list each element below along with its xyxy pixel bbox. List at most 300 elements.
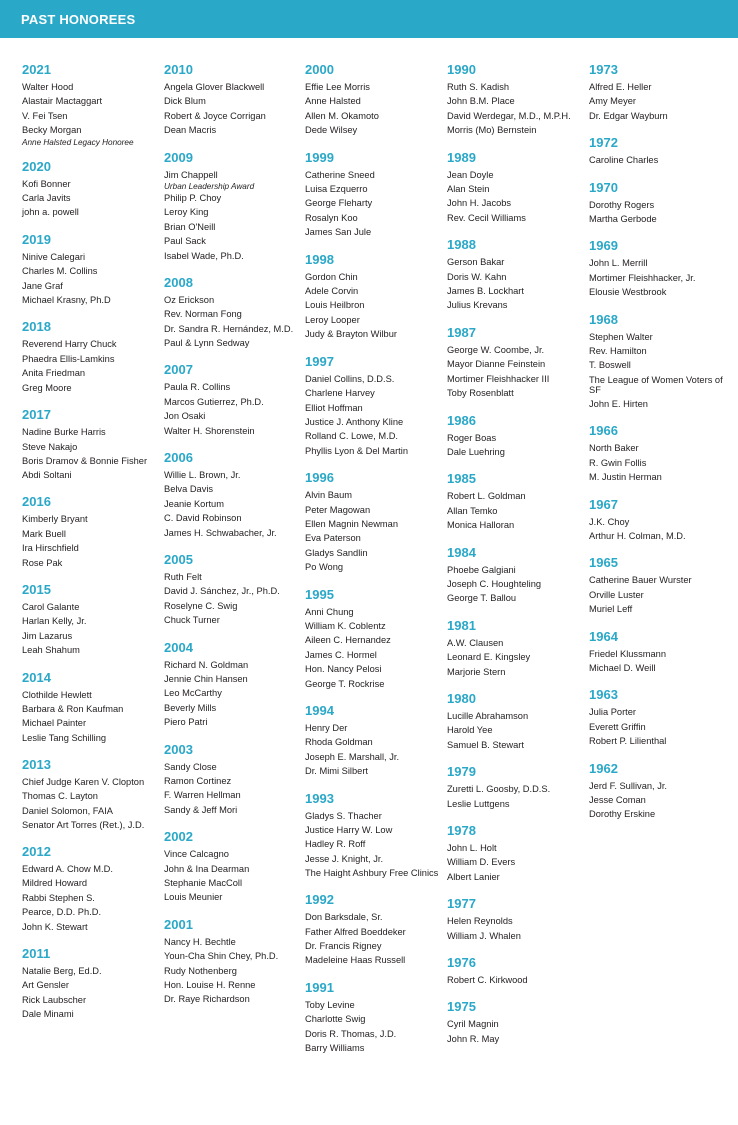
year-group [164,552,306,628]
honoree-name [447,94,589,108]
honoree-name [447,841,589,855]
honoree-name [164,322,306,336]
honoree-name-text: Rudy Nothenberg [164,965,237,976]
honoree-name [164,526,306,540]
honoree-name-text: John H. Jacobs [447,198,512,209]
honoree-name-text: Beverly Mills [164,702,217,713]
honoree-name-text: Brian O'Neill [164,221,216,232]
honoree-name-text: Paul Sack [164,236,206,247]
honoree-name [305,721,447,735]
year-group [447,150,589,226]
honoree-name-text: Carla Javits [22,193,71,204]
honoree-name-text: Senator Art Torres (Ret.), J.D. [22,820,145,830]
honoree-name [589,94,731,108]
honoree-name [164,380,306,394]
year-group [164,362,306,438]
year-group [22,757,164,832]
honoree-name-text: Sandy & Jeff Mori [164,804,238,815]
honoree-name [447,343,589,357]
year-group [589,761,731,822]
year-heading: 1975 [447,999,476,1015]
year-group [447,325,589,401]
year-heading: 2019 [22,231,51,247]
honoree-name [447,298,589,312]
year-group [447,955,589,987]
honoree-name [589,358,731,372]
honoree-name [164,964,306,978]
year-group [22,232,164,308]
honoree-name [164,760,306,774]
honoree-name-text: Doris R. Thomas, J.D. [305,1028,397,1039]
honoree-name-text: Anita Friedman [22,368,86,379]
honoree-name-text: Marjorie Stern [447,666,506,677]
honoree-name [164,94,306,108]
honoree-name-text: William J. Whalen [447,930,521,941]
year-heading: 2018 [22,319,51,335]
honoree-name-text: Becky Morgan [22,125,82,136]
honoree-name-text: Catherine Bauer Wurster [589,575,692,586]
year-group [447,237,589,313]
honoree-name-text: William D. Evers [447,857,516,868]
year-heading: 1977 [447,896,476,912]
honoree-name [22,250,164,264]
honoree-name [305,327,447,341]
year-group [22,407,164,482]
honoree-name-text: Philip P. Choy [164,193,222,204]
honoree-name-text: George Fleharty [305,198,373,209]
honoree-name [305,298,447,312]
honoree-name-text: Louis Heilbron [305,300,365,311]
honoree-name-text: Walter Hood [22,82,74,92]
honoree-name-text: R. Gwin Follis [589,457,647,468]
honoree-name [22,862,164,876]
honoree-name-text: Zuretti L. Goosby, D.D.S. [447,784,551,795]
year-heading: 2020 [22,158,51,174]
honoree-name-text: Natalie Berg, Ed.D. [22,966,102,977]
year-group [589,555,731,616]
honoree-name [164,249,306,263]
honoree-name-text: North Baker [589,443,639,454]
honoree-name-text: Abdi Soltani [22,469,72,480]
honoree-name-text: Leonard E. Kingsley [447,652,531,663]
honoree-name [447,738,589,752]
honoree-name-text: Rev. Hamilton [589,346,647,357]
honoree-name-text: Clothilde Hewlett [22,689,92,700]
honoree-name-text: M. Justin Herman [589,472,662,483]
year-heading: 1981 [447,617,476,633]
honoree-name-text: Judy & Brayton Wilbur [305,329,397,340]
year-heading: 1963 [589,687,618,703]
honoree-name [589,330,731,344]
honoree-name-text: Walter H. Shorenstein [164,425,255,436]
year-group [589,135,731,167]
year-heading: 1996 [305,470,334,486]
honoree-name [305,94,447,108]
honoree-column [447,62,589,1058]
honoree-name-text: Mortimer Fleishhacker, Jr. [589,272,696,283]
honoree-name-text: George W. Coombe, Jr. [447,344,545,355]
honoree-name [164,234,306,248]
year-group [22,159,164,220]
honoree-name-text: Rabbi Stephen S. [22,892,95,903]
honoree-name [305,225,447,239]
honoree-name-text: Alfred E. Heller [589,82,652,92]
honoree-name-text: Michael Painter [22,718,87,729]
honoree-name-text: Jean Doyle [447,169,494,180]
year-heading: 2006 [164,449,193,465]
honoree-name [447,431,589,445]
year-heading: 2014 [22,669,51,685]
header-banner [0,0,738,38]
honoree-name-text: Pearce, D.D. Ph.D. [22,907,102,918]
honoree-name-text: Amy Meyer [589,96,637,107]
honoree-name-text: Leroy Looper [305,314,360,325]
year-heading: 1968 [589,311,618,327]
honoree-name [447,270,589,284]
honoree-name [164,205,306,219]
honoree-name-text: Dale Luehring [447,446,505,457]
honoree-name [305,1012,447,1026]
honoree-name-text: Dorothy Rogers [589,199,655,210]
year-heading: 1964 [589,628,618,644]
year-heading: 1997 [305,353,334,369]
honoree-name [164,862,306,876]
honoree-name-text: John E. Hirten [589,398,648,409]
honoree-name-text: Jim Chappell [164,169,218,180]
honoree-name-text: David Werdegar, M.D., M.P.H. [447,110,571,121]
honoree-name-text: Nancy H. Bechtle [164,936,236,947]
honoree-name-text: Everett Griffin [589,721,646,732]
honoree-name-text: Elousie Westbrook [589,287,667,298]
honoree-name [305,488,447,502]
honoree-name [164,672,306,686]
honoree-name-text: Jerd F. Sullivan, Jr. [589,780,668,791]
honoree-name [589,212,731,226]
honoree-name-text: Doris W. Kahn [447,271,507,282]
honoree-name [447,372,589,386]
honoree-name-text: Belva Davis [164,484,214,495]
year-group [164,450,306,540]
honoree-name [22,731,164,745]
honoree-name-text: George T. Ballou [447,593,517,604]
year-group [589,312,731,412]
honoree-name-text: Barbara & Ron Kaufman [22,703,124,714]
year-heading: 1992 [305,892,334,908]
honoree-name [22,1007,164,1021]
honoree-name [22,352,164,366]
year-group [589,687,731,748]
honoree-name [22,177,164,191]
honoree-name [589,647,731,661]
year-heading: 2005 [164,551,193,567]
honoree-name-text: Sandy Close [164,761,217,772]
honoree-name [305,182,447,196]
year-group [164,275,306,350]
honoree-name [305,444,447,458]
honoree-name [305,284,447,298]
year-heading: 1962 [589,760,618,776]
year-group [305,62,447,138]
honoree-name-text: Charlene Harvey [305,388,375,399]
honoree-name-text: Robert P. Lilienthal [589,736,667,747]
honoree-name-text: John K. Stewart [22,921,88,932]
honoree-name [447,636,589,650]
honoree-name-text: Jesse Coman [589,794,646,805]
honoree-name [447,870,589,884]
honoree-name-text: Chief Judge Karen V. Clopton [22,777,145,788]
honoree-name [164,847,306,861]
honoree-name-text: Morris (Mo) Bernstein [447,125,537,136]
honoree-name-text: Mayor Dianne Feinstein [447,359,546,370]
honoree-name [447,504,589,518]
honoree-name [164,788,306,802]
honoree-name-text: Kimberly Bryant [22,514,88,525]
year-group [589,238,731,299]
honoree-name [22,527,164,541]
honoree-name [164,497,306,511]
honoree-name [447,196,589,210]
honoree-name [22,264,164,278]
honoree-name-text: Willie L. Brown, Jr. [164,469,241,480]
honoree-name-text: Adele Corvin [305,286,359,297]
honoree-name [22,905,164,919]
honoree-name [305,925,447,939]
honoree-name [589,470,731,484]
honoree-name [22,279,164,293]
honoree-name-text: A.W. Clausen [447,637,504,648]
honoree-name [305,677,447,691]
honoree-name-text: Jim Lazarus [22,630,73,641]
honoree-name-text: Ninive Calegari [22,251,86,262]
honoree-name [164,876,306,890]
honoree-name-text: Rick Laubscher [22,994,87,1005]
honoree-name [589,285,731,299]
honoree-name-text: James San Jule [305,227,372,238]
year-heading: 2000 [305,62,334,77]
honoree-name [305,560,447,574]
honoree-name [22,600,164,614]
honoree-name-text: F. Warren Hellman [164,790,241,801]
honoree-name-text: Marcos Gutierrez, Ph.D. [164,396,264,407]
honoree-name-text: Dick Blum [164,96,206,107]
honoree-name [589,807,731,821]
honoree-name [22,978,164,992]
honoree-name-text: Toby Rosenblatt [447,388,514,399]
honoree-name [22,123,164,146]
honoree-name-text: Martha Gerbode [589,214,657,225]
year-group [305,150,447,240]
honoree-name [447,665,589,679]
year-heading: 1976 [447,955,476,971]
honoree-name-text: Madeleine Haas Russell [305,955,406,966]
honoree-name-text: Gerson Bakar [447,257,505,268]
honoree-name [164,658,306,672]
honoree-name-text: Nadine Burke Harris [22,427,106,438]
honoree-name-text: Father Alfred Boeddeker [305,926,406,937]
honoree-name [22,614,164,628]
honoree-name-text: Dr. Edgar Wayburn [589,110,668,121]
honoree-name-text: Effie Lee Morris [305,82,370,92]
honoree-name [447,489,589,503]
honoree-name [589,661,731,675]
honoree-name-text: John R. May [447,1033,500,1044]
year-group [447,823,589,884]
honoree-name-text: Henry Der [305,723,348,733]
honoree-name [22,876,164,890]
honoree-column [305,62,447,1068]
honoree-name [589,344,731,358]
honoree-name [164,701,306,715]
honoree-column [589,62,731,834]
page-title: PAST HONOREES [21,11,136,27]
honoree-name [22,205,164,219]
year-heading: 1970 [589,179,618,195]
honoree-name-text: James H. Schwabacher, Jr. [164,527,277,538]
honoree-name-text: Stephanie MacColl [164,878,243,889]
honoree-name [305,953,447,967]
honoree-name-text: Dorothy Erskine [589,809,656,820]
honoree-name [305,866,447,880]
honoree-name-text: Isabel Wade, Ph.D. [164,250,244,261]
honoree-name-text: Justice Harry W. Low [305,825,393,836]
honoree-name [447,168,589,182]
honoree-name [305,211,447,225]
honoree-name [589,109,731,123]
honoree-name-text: Daniel Collins, D.D.S. [305,373,395,384]
honoree-name-text: Rose Pak [22,557,63,568]
honoree-name-text: Roselyne C. Swig [164,600,238,611]
honoree-name-text: Michael Krasny, Ph.D [22,295,111,306]
honoree-name-text: Louis Meunier [164,892,223,903]
honoree-name [447,211,589,225]
year-heading: 2004 [164,639,193,655]
honoree-name-text: Eva Paterson [305,533,361,544]
honoree-name-text: Samuel B. Stewart [447,739,524,750]
honoree-name-text: Dr. Raye Richardson [164,994,250,1005]
year-heading: 1978 [447,823,476,838]
honoree-name [447,914,589,928]
honoree-name-text: Monica Halloran [447,520,515,531]
honoree-name [589,153,731,167]
year-heading: 1985 [447,471,476,487]
honoree-name-text: Ruth Felt [164,571,202,582]
honoree-name-text: Paula R. Collins [164,382,231,393]
year-heading: 1966 [589,423,618,439]
honoree-name [305,823,447,837]
honoree-name [22,109,164,123]
year-group [589,423,731,484]
honoree-name-text: Edward A. Chow M.D. [22,864,113,874]
honoree-name [164,686,306,700]
year-group [447,471,589,532]
year-group [164,917,306,1007]
honoree-name-text: Aileen C. Hernandez [305,635,391,646]
honoree-name [22,541,164,555]
honoree-name [447,782,589,796]
honoree-name [164,774,306,788]
honoree-name [305,109,447,123]
honoree-name [164,109,306,123]
honoree-name-text: Leo McCarthy [164,688,222,699]
honoree-name-text: C. David Robinson [164,513,242,524]
year-heading: 2015 [22,581,51,597]
year-group [447,62,589,138]
honoree-name [305,517,447,531]
honoree-name-text: Dr. Sandra R. Hernández, M.D. [164,323,294,334]
honoree-name [164,992,306,1006]
honoree-name [22,891,164,905]
honoree-name-text: Gladys Sandlin [305,547,368,558]
honoree-name-text: Ruth S. Kadish [447,82,510,92]
honoree-name-text: Caroline Charles [589,155,659,166]
year-heading: 1984 [447,544,476,560]
honoree-name [305,313,447,327]
honoree-name [22,337,164,351]
year-group [22,844,164,934]
year-group [305,354,447,458]
year-heading: 1972 [589,135,618,151]
year-heading: 1973 [589,62,618,77]
year-group [447,764,589,811]
honoree-name [447,591,589,605]
year-heading: 1994 [305,703,334,718]
honoree-name [589,271,731,285]
honoree-name [305,546,447,560]
honoree-name-text: Oz Erickson [164,295,215,306]
honoree-name [164,482,306,496]
honoree-name-text: George T. Rockrise [305,678,385,689]
year-group [589,497,731,544]
honoree-name-text: Rosalyn Koo [305,212,358,223]
honoree-name [22,818,164,832]
honoree-name [447,855,589,869]
honoree-name [164,584,306,598]
honoree-name [447,723,589,737]
honoree-name-text: Anne Halsted [305,96,361,107]
honoree-name [447,255,589,269]
honoree-name-text: Robert & Joyce Corrigan [164,110,266,121]
honoree-name [164,613,306,627]
honoree-name-text: Julius Krevans [447,300,508,311]
honoree-name-text: Dale Minami [22,1009,74,1020]
honoree-name-text: Art Gensler [22,980,70,991]
honoree-name [305,429,447,443]
honoree-name-text: Cyril Magnin [447,1019,499,1030]
honoree-name-text: Orville Luster [589,589,644,600]
honoree-name [447,123,589,137]
honoree-name [305,764,447,778]
honoree-name-text: Allan Temko [447,505,498,516]
honoree-name-text: Joseph E. Marshall, Jr. [305,751,400,762]
honoree-name [447,650,589,664]
honoree-name-text: Kofi Bonner [22,178,71,189]
year-group [447,691,589,752]
honoree-name [22,191,164,205]
year-heading: 2010 [164,62,193,77]
honoree-name-text: Alastair Mactaggart [22,96,103,107]
honoree-name [164,168,306,191]
honoree-name [305,372,447,386]
honoree-name [305,852,447,866]
honoree-name [164,395,306,409]
honoree-name-text: Leslie Luttgens [447,798,510,809]
honoree-name [305,386,447,400]
honoree-name [589,588,731,602]
honoree-name-text: Mark Buell [22,528,66,539]
year-group [22,946,164,1022]
honoree-name [589,397,731,411]
honoree-name [164,307,306,321]
